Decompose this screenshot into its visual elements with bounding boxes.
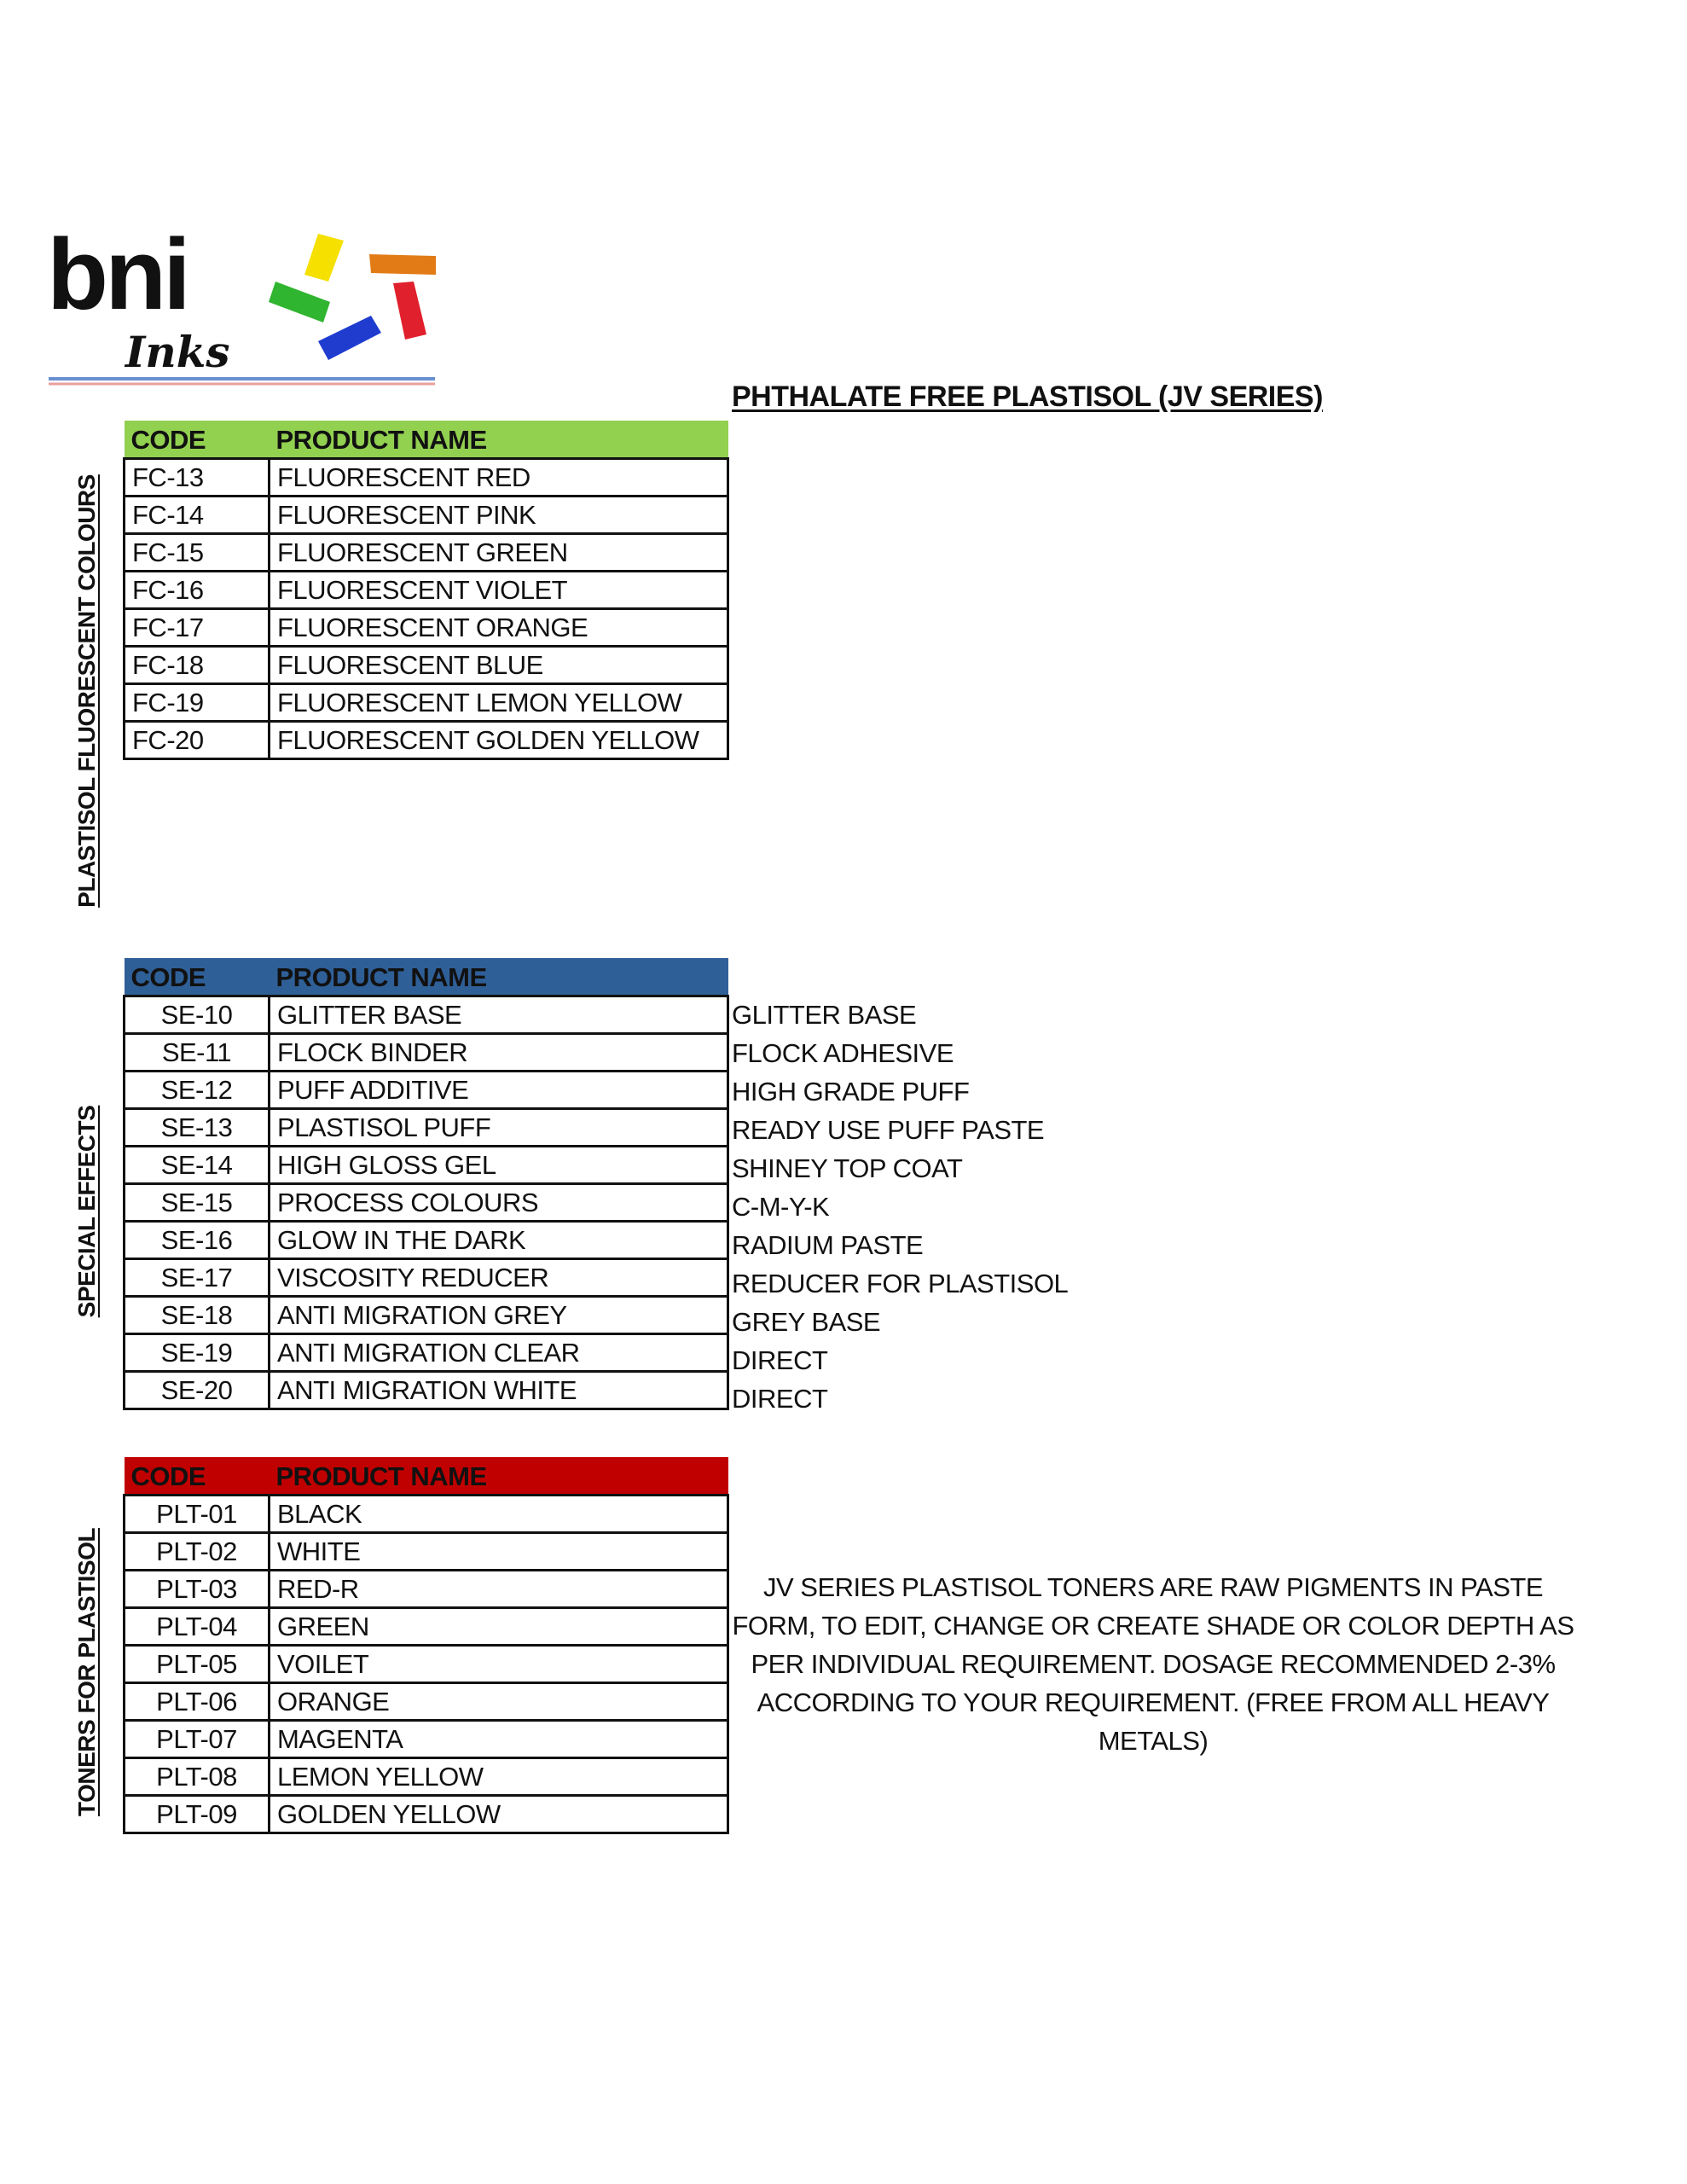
product-code: SE-18 bbox=[125, 1297, 270, 1334]
column-header-product-name: PRODUCT NAME bbox=[270, 958, 728, 996]
product-name: FLUORESCENT RED bbox=[270, 459, 728, 497]
logo-yellow-shape bbox=[304, 234, 344, 282]
product-name: FLUORESCENT GREEN bbox=[270, 534, 728, 572]
table-row bbox=[125, 609, 728, 647]
column-header-product-name: PRODUCT NAME bbox=[270, 1457, 728, 1496]
logo-red-shape bbox=[393, 282, 426, 340]
product-description: FLOCK ADHESIVE bbox=[732, 1038, 954, 1068]
product-description: GLITTER BASE bbox=[732, 1000, 917, 1030]
table-row bbox=[125, 1796, 728, 1833]
special-effects-table bbox=[123, 958, 729, 1410]
special-effects-table-header bbox=[125, 958, 728, 996]
product-code: SE-10 bbox=[125, 996, 270, 1034]
logo-graphic bbox=[47, 230, 439, 392]
product-description: GREY BASE bbox=[732, 1307, 881, 1337]
fluorescent-section-label: PLASTISOL FLUORESCENT COLOURS bbox=[73, 474, 100, 908]
product-name: ORANGE bbox=[270, 1683, 728, 1721]
product-code: PLT-08 bbox=[125, 1758, 270, 1796]
product-code: SE-15 bbox=[125, 1184, 270, 1222]
table-row bbox=[125, 1533, 728, 1571]
product-description: SHINEY TOP COAT bbox=[732, 1153, 963, 1183]
table-row bbox=[125, 1683, 728, 1721]
column-header-product-name: PRODUCT NAME bbox=[270, 421, 728, 459]
table-row bbox=[125, 459, 728, 497]
product-name: ANTI MIGRATION CLEAR bbox=[270, 1334, 728, 1372]
table-row bbox=[125, 1608, 728, 1646]
toners-section-label: TONERS FOR PLASTISOL bbox=[73, 1528, 100, 1816]
table-row bbox=[125, 1259, 728, 1297]
table-row bbox=[125, 1297, 728, 1334]
table-row bbox=[125, 1334, 728, 1372]
product-name: RED-R bbox=[270, 1571, 728, 1608]
product-code: SE-13 bbox=[125, 1109, 270, 1147]
product-name: GOLDEN YELLOW bbox=[270, 1796, 728, 1833]
table-row bbox=[125, 1184, 728, 1222]
product-name: HIGH GLOSS GEL bbox=[270, 1147, 728, 1184]
page-title: PHTHALATE FREE PLASTISOL (JV SERIES) bbox=[732, 380, 1323, 413]
table-row bbox=[125, 684, 728, 722]
product-code: SE-17 bbox=[125, 1259, 270, 1297]
table-row bbox=[125, 647, 728, 684]
toners-table-header bbox=[125, 1457, 728, 1496]
product-name: ANTI MIGRATION GREY bbox=[270, 1297, 728, 1334]
table-row bbox=[125, 1721, 728, 1758]
product-description: C-M-Y-K bbox=[732, 1192, 830, 1222]
product-name: FLOCK BINDER bbox=[270, 1034, 728, 1072]
special-effects-section-label-container bbox=[70, 1101, 104, 1322]
product-name: WHITE bbox=[270, 1533, 728, 1571]
product-name: FLUORESCENT ORANGE bbox=[270, 609, 728, 647]
product-name: VISCOSITY REDUCER bbox=[270, 1259, 728, 1297]
product-name: PUFF ADDITIVE bbox=[270, 1072, 728, 1109]
table-row bbox=[125, 534, 728, 572]
table-row bbox=[125, 1109, 728, 1147]
product-code: FC-18 bbox=[125, 647, 270, 684]
special-effects-descriptions bbox=[732, 996, 1068, 1418]
product-name: ANTI MIGRATION WHITE bbox=[270, 1372, 728, 1409]
product-code: SE-19 bbox=[125, 1334, 270, 1372]
table-row bbox=[125, 1496, 728, 1533]
product-code: FC-13 bbox=[125, 459, 270, 497]
column-header-code: CODE bbox=[125, 421, 270, 459]
product-name: PLASTISOL PUFF bbox=[270, 1109, 728, 1147]
product-name: BLACK bbox=[270, 1496, 728, 1533]
product-code: SE-16 bbox=[125, 1222, 270, 1259]
logo-blue-shape bbox=[318, 316, 381, 360]
fluorescent-table bbox=[123, 421, 729, 760]
product-description: RADIUM PASTE bbox=[732, 1230, 924, 1260]
fluorescent-table-header bbox=[125, 421, 728, 459]
table-row bbox=[125, 1072, 728, 1109]
product-name: LEMON YELLOW bbox=[270, 1758, 728, 1796]
product-description: DIRECT bbox=[732, 1345, 828, 1375]
product-code: FC-19 bbox=[125, 684, 270, 722]
table-row bbox=[125, 996, 728, 1034]
product-name: FLUORESCENT GOLDEN YELLOW bbox=[270, 722, 728, 759]
product-code: PLT-03 bbox=[125, 1571, 270, 1608]
product-name: PROCESS COLOURS bbox=[270, 1184, 728, 1222]
product-name: VOILET bbox=[270, 1646, 728, 1683]
product-description: READY USE PUFF PASTE bbox=[732, 1115, 1045, 1145]
product-name: GLITTER BASE bbox=[270, 996, 728, 1034]
product-code: FC-20 bbox=[125, 722, 270, 759]
toners-note: JV SERIES PLASTISOL TONERS ARE RAW PIGMENTS IN PASTE FORM, TO EDIT, CHANGE OR CREATE SHADE OR COLOR DEPTH AS PER INDIVIDUAL REQUIREMENT. DOSAGE RECOMMENDED 2-3% ACCORDING TO YOUR REQUIREMENT. (FREE FROM ALL HEAVY METALS) bbox=[732, 1572, 1574, 1756]
logo-wordmark: bni bbox=[47, 230, 188, 331]
table-row bbox=[125, 1034, 728, 1072]
product-code: PLT-02 bbox=[125, 1533, 270, 1571]
product-code: PLT-04 bbox=[125, 1608, 270, 1646]
product-code: PLT-01 bbox=[125, 1496, 270, 1533]
table-row bbox=[125, 1646, 728, 1683]
table-row bbox=[125, 1758, 728, 1796]
product-name: FLUORESCENT LEMON YELLOW bbox=[270, 684, 728, 722]
product-code: PLT-06 bbox=[125, 1683, 270, 1721]
table-row bbox=[125, 1222, 728, 1259]
product-code: PLT-07 bbox=[125, 1721, 270, 1758]
product-code: SE-11 bbox=[125, 1034, 270, 1072]
product-name: GLOW IN THE DARK bbox=[270, 1222, 728, 1259]
product-name: FLUORESCENT VIOLET bbox=[270, 572, 728, 609]
product-code: FC-17 bbox=[125, 609, 270, 647]
product-code: FC-16 bbox=[125, 572, 270, 609]
product-code: PLT-09 bbox=[125, 1796, 270, 1833]
table-row bbox=[125, 1147, 728, 1184]
table-row bbox=[125, 1372, 728, 1409]
product-code: FC-15 bbox=[125, 534, 270, 572]
product-name: FLUORESCENT PINK bbox=[270, 497, 728, 534]
product-code: PLT-05 bbox=[125, 1646, 270, 1683]
table-row bbox=[125, 722, 728, 759]
product-code: SE-14 bbox=[125, 1147, 270, 1184]
table-row bbox=[125, 497, 728, 534]
product-description: HIGH GRADE PUFF bbox=[732, 1077, 970, 1107]
toners-table bbox=[123, 1457, 729, 1834]
product-description: DIRECT bbox=[732, 1384, 828, 1414]
product-description: REDUCER FOR PLASTISOL bbox=[732, 1269, 1069, 1298]
table-row bbox=[125, 572, 728, 609]
toners-section-label-container bbox=[70, 1519, 104, 1826]
logo-orange-shape bbox=[369, 254, 436, 275]
product-name: MAGENTA bbox=[270, 1721, 728, 1758]
product-code: SE-20 bbox=[125, 1372, 270, 1409]
column-header-code: CODE bbox=[125, 1457, 270, 1496]
product-code: SE-12 bbox=[125, 1072, 270, 1109]
product-name: FLUORESCENT BLUE bbox=[270, 647, 728, 684]
logo-green-shape bbox=[269, 282, 330, 322]
product-name: GREEN bbox=[270, 1608, 728, 1646]
special-effects-section-label: SPECIAL EFFECTS bbox=[73, 1105, 100, 1318]
table-row bbox=[125, 1571, 728, 1608]
bni-inks-logo bbox=[47, 230, 439, 392]
column-header-code: CODE bbox=[125, 958, 270, 996]
product-code: FC-14 bbox=[125, 497, 270, 534]
logo-subtitle: Inks bbox=[125, 327, 230, 377]
fluorescent-section-label-container bbox=[70, 461, 104, 921]
